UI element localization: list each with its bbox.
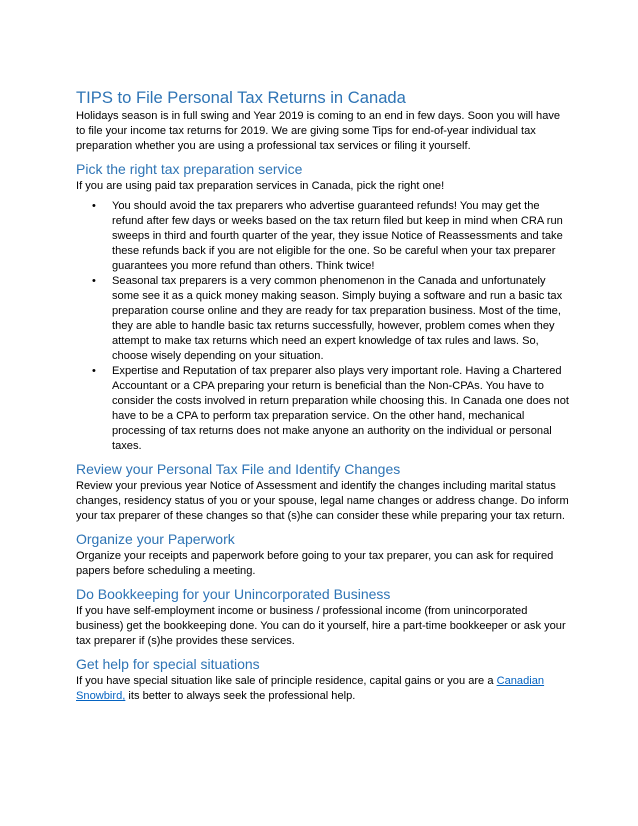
section-heading-bookkeeping: Do Bookkeeping for your Unincorporated Business bbox=[76, 586, 391, 602]
section-body-pick-service: If you are using paid tax preparation services in Canada, pick the right one! bbox=[76, 180, 445, 192]
bullet-icon: • bbox=[92, 200, 96, 212]
document-title: TIPS to File Personal Tax Returns in Canada bbox=[76, 88, 406, 107]
bullet-icon: • bbox=[92, 365, 96, 377]
section-heading-pick-service: Pick the right tax preparation service bbox=[76, 161, 303, 177]
section-heading-special-situations: Get help for special situations bbox=[76, 656, 260, 672]
section-body-bookkeeping: If you have self-employment income or business / professional income (from unincorporated business) get the bookkeeping done. You can do it yourself, hire a part-time bookkeeper or ask your tax preparer if (s)he provides these services. bbox=[76, 605, 566, 647]
document-page bbox=[76, 88, 572, 704]
special-situations-text-after: its better to always seek the professional help. bbox=[125, 690, 356, 702]
intro-paragraph: Holidays season is in full swing and Year 2019 is coming to an end in few days. Soon you will have to file your income tax returns for 2019. We are giving some Tips for end-of-year individual tax preparation whether you are using a professional tax services or filing it yourself. bbox=[76, 110, 561, 152]
section-body-special-situations bbox=[76, 674, 572, 704]
list-item-text: You should avoid the tax preparers who advertise guaranteed refunds! You may get the refund after few days or weeks based on the tax return filed but keep in mind when CRA run sweeps in third and fourth quarter of the year, they issue Notice of Reassessments and take these refunds back if you are not eligible for the one. So be careful when your tax preparer guarantees you more refund than others. Think twice! bbox=[112, 200, 563, 272]
tips-bullet-list bbox=[76, 199, 572, 454]
section-heading-review-file: Review your Personal Tax File and Identify Changes bbox=[76, 461, 401, 477]
list-item bbox=[76, 274, 572, 364]
list-item bbox=[76, 364, 572, 454]
bullet-icon: • bbox=[92, 275, 96, 287]
list-item-text: Seasonal tax preparers is a very common phenomenon in the Canada and unfortunately some see it as a quick money making season. Simply buying a software and run a basic tax preparation course online and they are ready for tax preparation business. Most of the time, they are able to handle basic tax returns successfully, however, problem comes when they attempt to make tax returns which need an expert knowledge of tax rules and laws. So, choose wisely depending on your situation. bbox=[112, 275, 563, 362]
section-heading-organize-paperwork: Organize your Paperwork bbox=[76, 531, 235, 547]
section-body-review-file: Review your previous year Notice of Assessment and identify the changes including marital status changes, residency status of you or your spouse, legal name changes or address change. Do inform your tax preparer of these changes so that (s)he can consider these while preparing your tax return. bbox=[76, 480, 569, 522]
list-item bbox=[76, 199, 572, 274]
section-body-organize-paperwork: Organize your receipts and paperwork before going to your tax preparer, you can ask for required papers before scheduling a meeting. bbox=[76, 550, 554, 577]
list-item-text: Expertise and Reputation of tax preparer also plays very important role. Having a Chartered Accountant or a CPA preparing your return is beneficial than the Non-CPAs. You have to consider the costs involved in return preparation while choosing this. In Canada one does not have to be a CPA to perform tax preparation service. On the other hand, mechanical processing of tax returns does not make anyone an authority on the individual or personal taxes. bbox=[112, 365, 569, 452]
canadian-snowbird-link[interactable]: Canadian Snowbird, bbox=[76, 675, 545, 702]
special-situations-text-before: If you have special situation like sale of principle residence, capital gains or you are a bbox=[76, 675, 497, 687]
